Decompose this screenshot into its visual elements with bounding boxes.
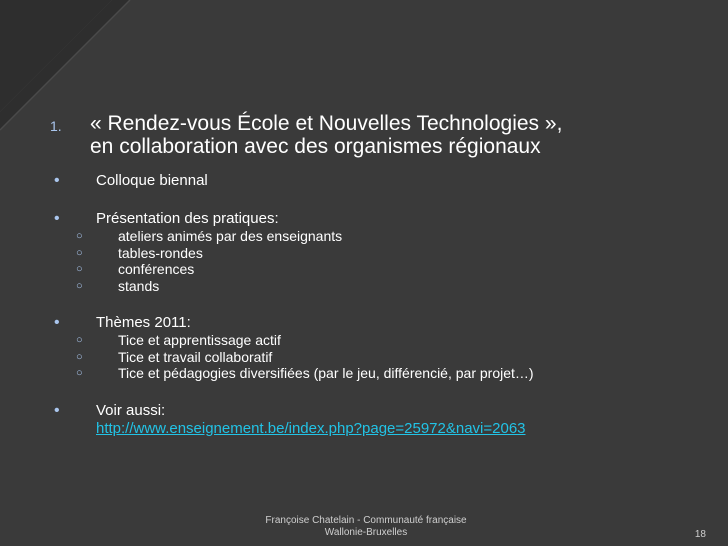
item-title-line-1: « Rendez-vous École et Nouvelles Technologies », <box>90 112 563 135</box>
bullet-icon: • <box>54 401 60 419</box>
numbered-item <box>50 112 700 158</box>
page-number: 18 <box>694 529 706 540</box>
bullet-themes: • Thèmes 2011: <box>50 314 700 332</box>
bullet-icon: • <box>54 210 60 227</box>
enseignement-link[interactable]: http://www.enseignement.be/index.php?page=25972&navi=2063 <box>96 419 526 437</box>
footer-author: Françoise Chatelain - Communauté française Wallonie-Bruxelles <box>265 515 467 538</box>
sub-list-themes <box>70 332 700 382</box>
circle-bullet-icon: ○ <box>76 230 83 242</box>
bullet-icon: • <box>54 172 60 189</box>
sub-item: ○ Tice et travail collaboratif <box>70 349 700 366</box>
sub-list-presentation <box>70 228 700 294</box>
sub-item: ○ ateliers animés par des enseignants <box>70 228 700 245</box>
sub-item: ○ conférences <box>70 261 700 278</box>
circle-bullet-icon: ○ <box>76 334 83 346</box>
bullet-list <box>50 172 700 438</box>
item-title-line-2: en collaboration avec des organismes régionaux <box>90 135 541 158</box>
bullet-icon: • <box>54 314 60 331</box>
bullet-colloque: • Colloque biennal <box>50 172 700 190</box>
sub-item: ○ Tice et apprentissage actif <box>70 332 700 349</box>
slide-content <box>50 112 700 438</box>
number-marker: 1. <box>50 118 62 134</box>
circle-bullet-icon: ○ <box>76 350 83 363</box>
sub-item: ○ tables-rondes <box>70 245 700 262</box>
bullet-voir-aussi: • Voir aussi: http://www.enseignement.be/index.php?page=25972&navi=2063 <box>50 402 700 438</box>
circle-bullet-icon: ○ <box>76 246 83 259</box>
bullet-presentation: • Présentation des pratiques: <box>50 210 700 228</box>
circle-bullet-icon: ○ <box>76 263 83 275</box>
sub-item: ○ Tice et pédagogies diversifiées (par le jeu, différencié, par projet…) <box>70 365 700 382</box>
circle-bullet-icon: ○ <box>76 367 83 379</box>
item-title <box>90 112 700 158</box>
sub-item: ○ stands <box>70 278 700 295</box>
circle-bullet-icon: ○ <box>76 279 83 292</box>
